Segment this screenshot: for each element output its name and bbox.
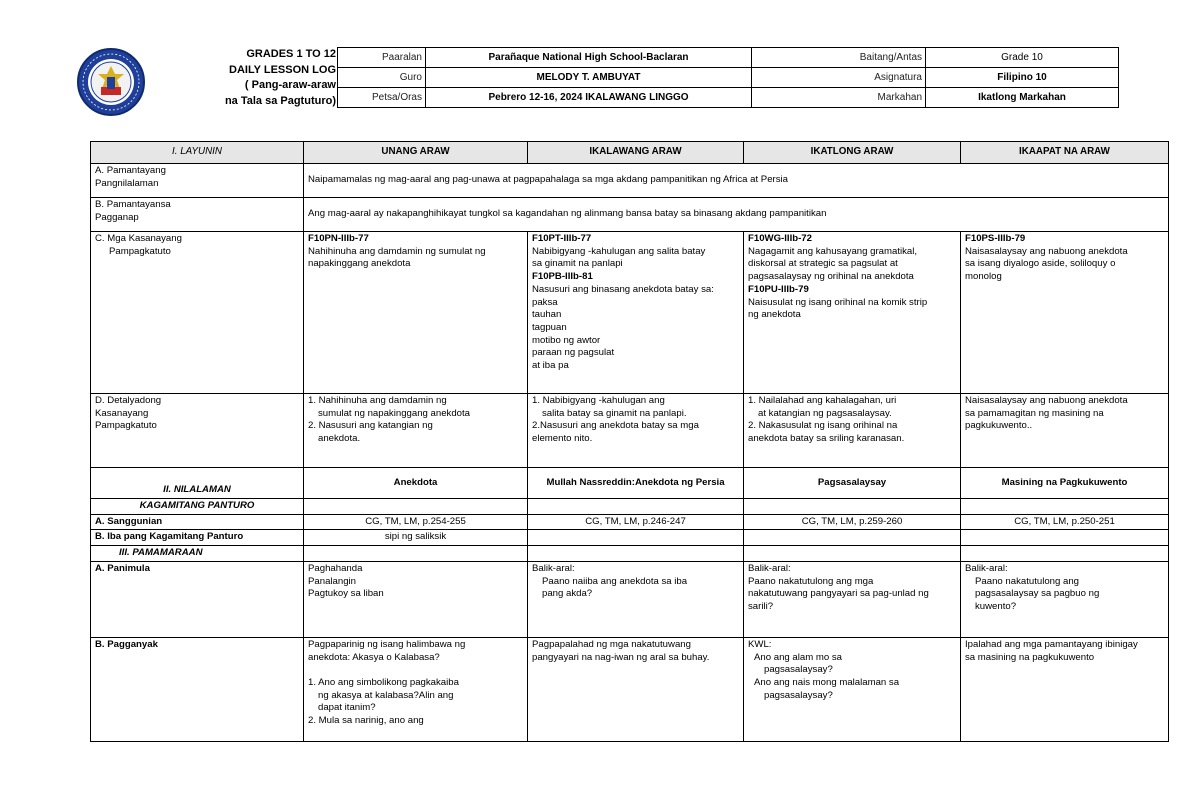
row-kagamitang-panturo bbox=[91, 499, 1169, 515]
kasanayan-day2: F10PT-IIIb-77 Nabibigyang -kahulugan ang salita batay sa ginamit na panlapi F10PB-IIIb-81 Nasusuri ang binasang anekdota batay sa: paksa tauhan tagpuan motibo ng awtor paraan ng pagsulat at iba pa bbox=[528, 232, 744, 394]
pamamaraan-day4 bbox=[961, 546, 1169, 562]
iba-pang-kagamitan-day3 bbox=[744, 530, 961, 546]
title-line-1: GRADES 1 TO 12 bbox=[246, 48, 336, 60]
info-row-date bbox=[338, 88, 1119, 108]
kagamitang-day1 bbox=[304, 499, 528, 515]
label-iba-pang-kagamitan: B. Iba pang Kagamitang Panturo bbox=[91, 530, 304, 546]
col-header-day1: UNANG ARAW bbox=[304, 142, 528, 164]
pagganyak-day2: Pagpapalahad ng mga nakatutuwang pangyayari na nag-iwan ng aral sa buhay. bbox=[528, 637, 744, 741]
row-nilalaman bbox=[91, 468, 1169, 499]
kagamitang-day2 bbox=[528, 499, 744, 515]
text-pamantayan-sa-pagganap: Ang mag-aaral ay nakapanghihikayat tungkol sa kagandahan ng alinmang bansa batay sa binasang akdang pampanitikan bbox=[304, 198, 1169, 232]
info-row-teacher bbox=[338, 68, 1119, 88]
row-pamamaraan bbox=[91, 546, 1169, 562]
kagamitang-day3 bbox=[744, 499, 961, 515]
iba-pang-kagamitan-day4 bbox=[961, 530, 1169, 546]
panimula-day4: Balik-aral: Paano nakatutulong ang pagsasalaysay sa pagbuo ng kuwento? bbox=[961, 561, 1169, 637]
pamamaraan-day3 bbox=[744, 546, 961, 562]
row-iba-pang-kagamitan bbox=[91, 530, 1169, 546]
deped-logo bbox=[68, 47, 154, 117]
col-header-day2: IKALAWANG ARAW bbox=[528, 142, 744, 164]
title-block bbox=[156, 47, 336, 111]
row-kasanayang-pampagkatuto bbox=[91, 232, 1169, 394]
sanggunian-day2: CG, TM, LM, p.246-247 bbox=[528, 514, 744, 530]
nilalaman-day1: Anekdota bbox=[304, 468, 528, 499]
text-pamantayang-pangnilalaman: Naipamamalas ng mag-aaral ang pag-unawa at pagpapahalaga sa mga akdang pampanitikan ng Africa at Persia bbox=[304, 164, 1169, 198]
date-value: Pebrero 12-16, 2024 IKALAWANG LINGGO bbox=[426, 88, 752, 108]
detalyado-day1: 1. Nahihinuha ang damdamin ng sumulat ng napakinggang anekdota 2. Nasusuri ang katangian ng anekdota. bbox=[304, 394, 528, 468]
panimula-day1: Paghahanda Panalangin Pagtukoy sa liban bbox=[304, 561, 528, 637]
title-line-3: ( Pang-araw-araw bbox=[244, 79, 336, 91]
row-panimula bbox=[91, 561, 1169, 637]
kagamitang-day4 bbox=[961, 499, 1169, 515]
label-kagamitang-panturo: KAGAMITANG PANTURO bbox=[91, 499, 304, 515]
school-label: Paaralan bbox=[338, 48, 426, 68]
title-line-2: DAILY LESSON LOG bbox=[229, 63, 336, 76]
quarter-value: Ikatlong Markahan bbox=[926, 88, 1119, 108]
col-header-layunin: I. LAYUNIN bbox=[91, 142, 304, 164]
pagganyak-day4: Ipalahad ang mga pamantayang ibinigay sa masining na pagkukuwento bbox=[961, 637, 1169, 741]
kasanayan-day4: F10PS-IIIb-79 Naisasalaysay ang nabuong anekdota sa isang diyalogo aside, soliloquy o monolog bbox=[961, 232, 1169, 394]
pagganyak-day1: Pagpaparinig ng isang halimbawa ng anekdota: Akasya o Kalabasa? 1. Ano ang simbolikong pagkakaiba ng akasya at kalabasa?Alin ang dapat itanim? 2. Mula sa narinig, ano ang bbox=[304, 637, 528, 741]
row-pagganyak bbox=[91, 637, 1169, 741]
teacher-label: Guro bbox=[338, 68, 426, 88]
grade-value: Grade 10 bbox=[926, 48, 1119, 68]
label-pamantayang-pangnilalaman: A. Pamantayang Pangnilalaman bbox=[91, 164, 304, 198]
label-pamantayan-sa-pagganap: B. Pamantayansa Pagganap bbox=[91, 198, 304, 232]
label-panimula: A. Panimula bbox=[91, 561, 304, 637]
label-detalyadong-kasanayan: D. Detalyadong Kasanayang Pampagkatuto bbox=[91, 394, 304, 468]
lesson-log-table bbox=[90, 141, 1169, 742]
school-value: Parañaque National High School-Baclaran bbox=[426, 48, 752, 68]
detalyado-day3: 1. Nailalahad ang kahalagahan, uri at katangian ng pagsasalaysay. 2. Nakasusulat ng isang orihinal na anekdota batay sa sriling karanasan. bbox=[744, 394, 961, 468]
panimula-day3: Balik-aral: Paano nakatutulong ang mga nakatutuwang pangyayari sa pag-unlad ng sarili? bbox=[744, 561, 961, 637]
nilalaman-day3: Pagsasalaysay bbox=[744, 468, 961, 499]
col-header-day3: IKATLONG ARAW bbox=[744, 142, 961, 164]
sanggunian-day4: CG, TM, LM, p.250-251 bbox=[961, 514, 1169, 530]
title-line-4: na Tala sa Pagtuturo) bbox=[224, 94, 336, 107]
iba-pang-kagamitan-day2 bbox=[528, 530, 744, 546]
info-table bbox=[337, 47, 1119, 108]
nilalaman-day2: Mullah Nassreddin:Anekdota ng Persia bbox=[528, 468, 744, 499]
pamamaraan-day1 bbox=[304, 546, 528, 562]
row-sanggunian bbox=[91, 514, 1169, 530]
date-label: Petsa/Oras bbox=[338, 88, 426, 108]
teacher-value: MELODY T. AMBUYAT bbox=[426, 68, 752, 88]
nilalaman-day4: Masining na Pagkukuwento bbox=[961, 468, 1169, 499]
label-sanggunian: A. Sanggunian bbox=[91, 514, 304, 530]
iba-pang-kagamitan-day1: sipi ng saliksik bbox=[304, 530, 528, 546]
info-row-school bbox=[338, 48, 1119, 68]
pamamaraan-day2 bbox=[528, 546, 744, 562]
label-nilalaman: II. NILALAMAN bbox=[91, 468, 304, 499]
detalyado-day4: Naisasalaysay ang nabuong anekdota sa pamamagitan ng masining na pagkukuwento.. bbox=[961, 394, 1169, 468]
pagganyak-day3: KWL: Ano ang alam mo sa pagsasalaysay? Ano ang nais mong malalaman sa pagsasalaysay? bbox=[744, 637, 961, 741]
label-kasanayang-pampagkatuto: C. Mga Kasanayang Pampagkatuto bbox=[91, 232, 304, 394]
row-pamantayang-pangnilalaman bbox=[91, 164, 1169, 198]
subject-value: Filipino 10 bbox=[926, 68, 1119, 88]
detalyado-day2: 1. Nabibigyang -kahulugan ang salita batay sa ginamit na panlapi. 2.Nasusuri ang anekdota batay sa mga elemento nito. bbox=[528, 394, 744, 468]
label-pamamaraan: III. PAMAMARAAN bbox=[91, 546, 304, 562]
kasanayan-day3: F10WG-IIIb-72 Nagagamit ang kahusayang gramatikal, diskorsal at strategic sa pagsulat at pagsasalaysay ng orihinal na anekdota F10PU-IIIb-79 Naisusulat ng isang orihinal na komik strip ng anekdota bbox=[744, 232, 961, 394]
row-pamantayan-sa-pagganap bbox=[91, 198, 1169, 232]
row-detalyadong-kasanayan bbox=[91, 394, 1169, 468]
panimula-day2: Balik-aral: Paano naiiba ang anekdota sa iba pang akda? bbox=[528, 561, 744, 637]
grade-label: Baitang/Antas bbox=[752, 48, 926, 68]
column-header-row bbox=[91, 142, 1169, 164]
sanggunian-day3: CG, TM, LM, p.259-260 bbox=[744, 514, 961, 530]
col-header-day4: IKAAPAT NA ARAW bbox=[961, 142, 1169, 164]
sanggunian-day1: CG, TM, LM, p.254-255 bbox=[304, 514, 528, 530]
quarter-label: Markahan bbox=[752, 88, 926, 108]
kasanayan-day1: F10PN-IIIb-77 Nahihinuha ang damdamin ng sumulat ng napakinggang anekdota bbox=[304, 232, 528, 394]
subject-label: Asignatura bbox=[752, 68, 926, 88]
label-pagganyak: B. Pagganyak bbox=[91, 637, 304, 741]
